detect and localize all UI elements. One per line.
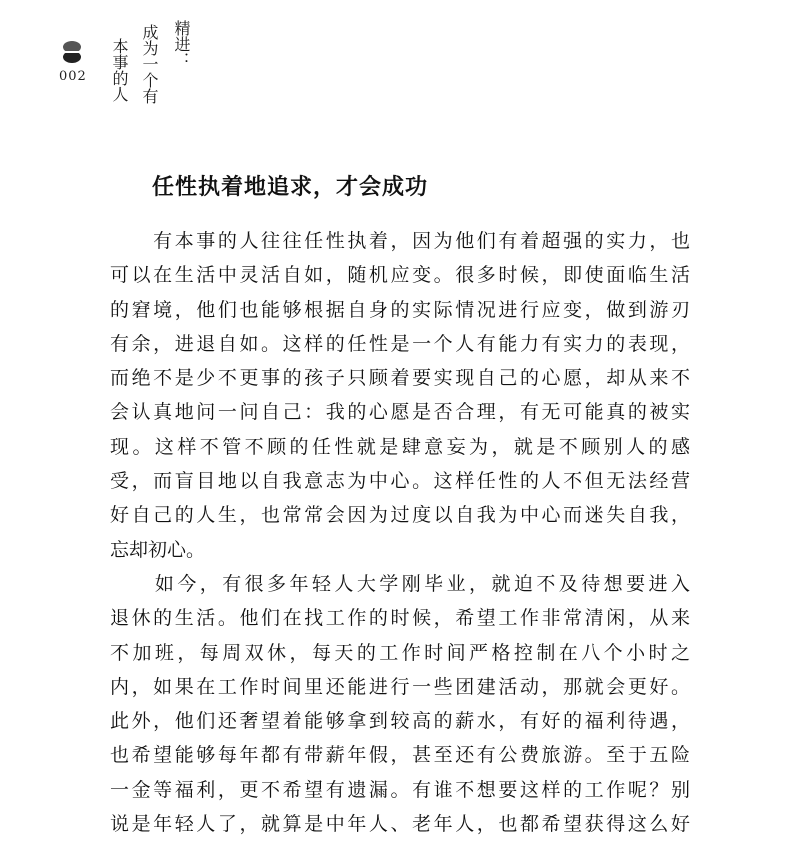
body-line: 有本事的人往往任性执着，因为他们有着超强的实力，也 <box>110 230 690 252</box>
body-line: 的窘境，他们也能够根据自身的实际情况进行应变，做到游刃 <box>110 298 690 321</box>
body-line: 一金等福利，更不希望有遗漏。有谁不想要这样的工作呢？别 <box>110 778 690 801</box>
body-text <box>110 224 690 841</box>
running-title-col-2: 成为一个有 <box>140 24 159 104</box>
body-line: 受，而盲目地以自我意志为中心。这样任性的人不但无法经营 <box>110 470 690 493</box>
body-line: 说是年轻人了，就算是中年人、老年人，也都希望获得这么好 <box>110 813 690 836</box>
body-line: 此外，他们还奢望着能够拿到较高的薪水，有好的福利待遇， <box>110 710 690 733</box>
body-line: 会认真地问一问自己：我的心愿是否合理，有无可能真的被实 <box>110 401 690 424</box>
body-line: 退休的生活。他们在找工作的时候，希望工作非常清闲，从来 <box>110 607 690 630</box>
running-title-col-3: 本事的人 <box>110 38 129 102</box>
body-line: 不加班，每周双休，每天的工作时间严格控制在八个小时之 <box>110 641 690 664</box>
body-line: 好自己的人生，也常常会因为过度以自我为中心而迷失自我， <box>110 504 690 527</box>
body-line: 忘却初心。 <box>110 538 206 561</box>
book-emblem-icon <box>62 40 82 66</box>
body-line: 内，如果在工作时间里还能进行一些团建活动，那就会更好。 <box>110 675 690 698</box>
section-title: 任性执着地追求，才会成功 <box>152 175 429 200</box>
body-line: 有余，进退自如。这样的任性是一个人有能力有实力的表现， <box>110 332 690 355</box>
body-line: 现。这样不管不顾的任性就是肆意妄为，就是不顾别人的感 <box>110 435 690 458</box>
body-line: 可以在生活中灵活自如，随机应变。很多时候，即使面临生活 <box>110 264 690 287</box>
page-number: 002 <box>59 69 87 84</box>
body-line: 而绝不是少不更事的孩子只顾着要实现自己的心愿，却从来不 <box>110 367 690 390</box>
body-line: 如今，有很多年轻人大学刚毕业，就迫不及待想要进入 <box>110 572 690 595</box>
running-title-col-1: 精进： <box>172 20 191 68</box>
body-line: 也希望能够每年都有带薪年假，甚至还有公费旅游。至于五险 <box>110 744 690 767</box>
